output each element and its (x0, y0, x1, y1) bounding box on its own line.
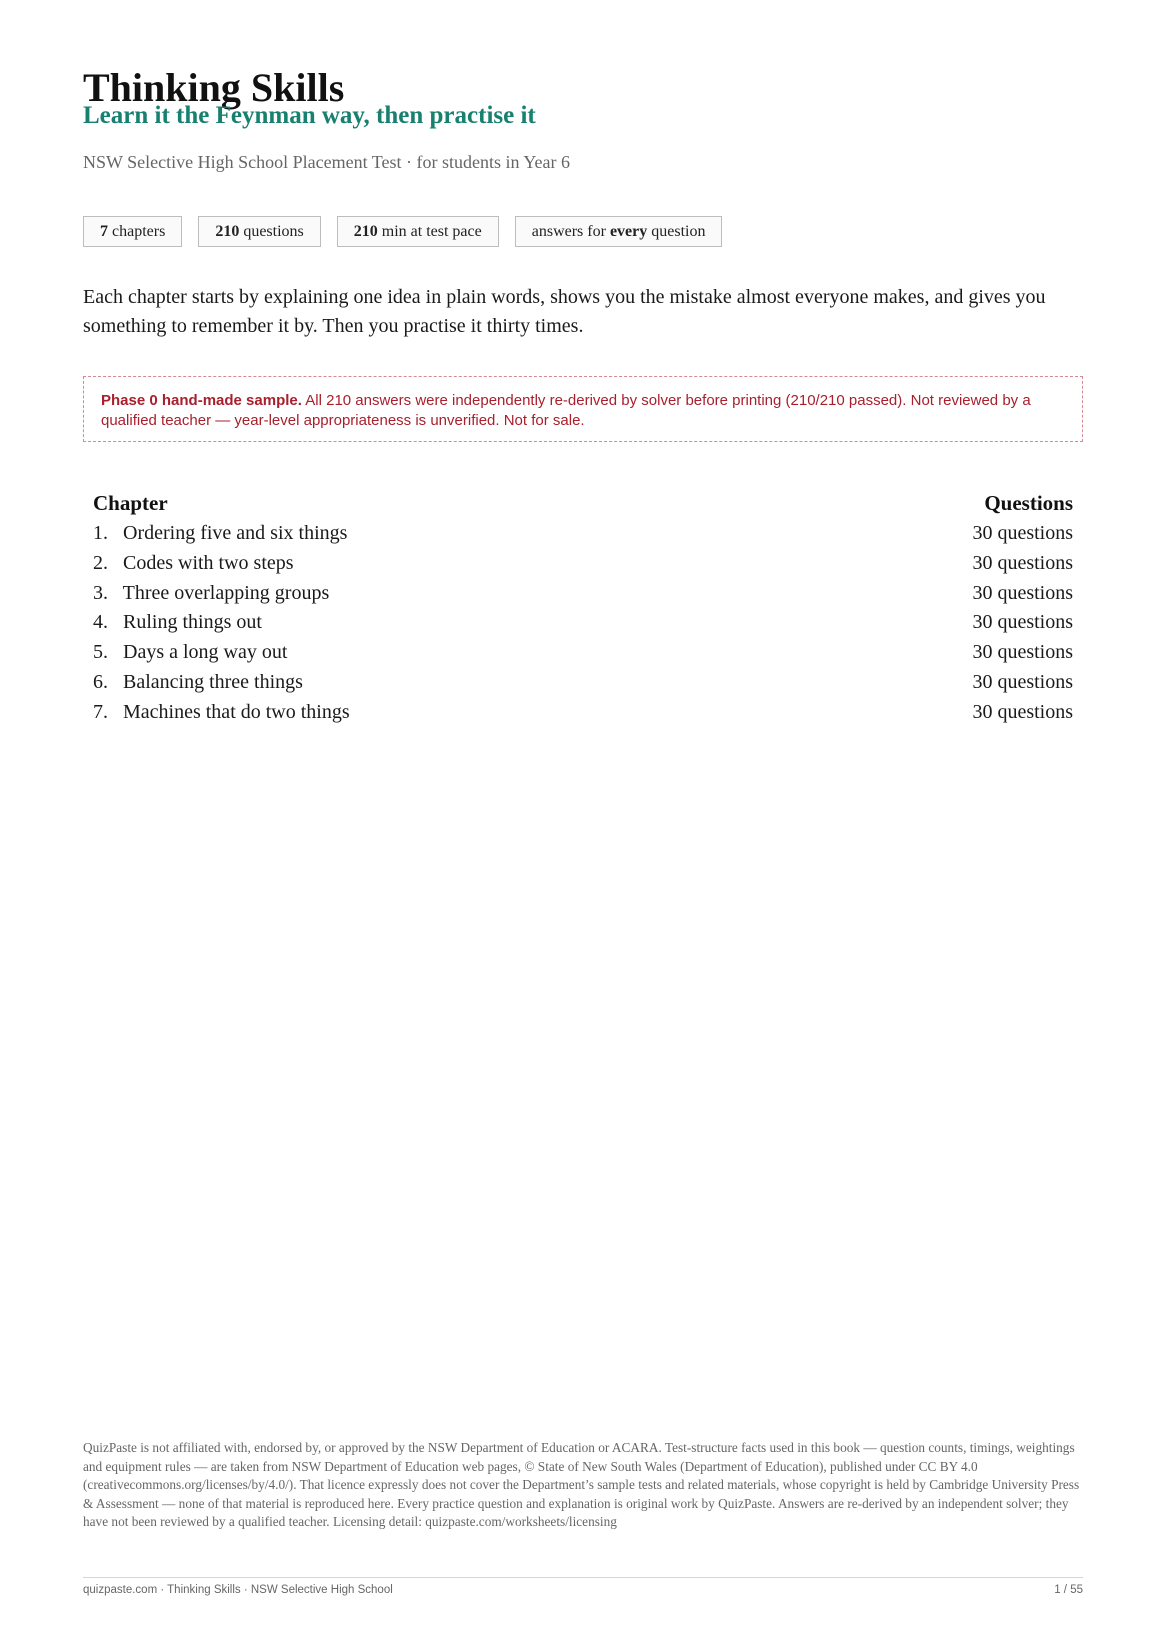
chip-chapters-label: chapters (108, 223, 166, 240)
chip-questions (198, 216, 320, 247)
chapter-title: Three overlapping groups (122, 581, 330, 604)
chapter-number: 4. (93, 611, 108, 634)
sample-notice (83, 376, 1083, 442)
page-subtitle: Learn it the Feynman way, then practise it (83, 102, 536, 129)
chapter-title: Balancing three things (123, 670, 303, 693)
column-header-questions: Questions (984, 491, 1073, 515)
question-count: 30 questions (972, 551, 1073, 574)
chip-answers-label: question (647, 223, 706, 240)
chip-chapters (83, 216, 182, 247)
question-count: 30 questions (972, 611, 1073, 634)
chapter-number: 7. (93, 700, 108, 723)
chapter-title: Codes with two steps (123, 551, 294, 574)
chapter-number: 1. (93, 522, 108, 544)
page-footer (83, 1582, 1083, 1598)
chapter-table (93, 488, 1073, 728)
chapter-cell (93, 608, 262, 638)
page-title: Thinking Skills (83, 65, 345, 110)
chapter-cell (93, 668, 303, 698)
chapter-cell (93, 549, 294, 579)
chip-time-label: min at test pace (377, 223, 482, 240)
chapter-cell (93, 638, 287, 668)
chip-chapters-count: 7 (100, 223, 108, 240)
chapter-title: Days a long way out (123, 641, 288, 664)
footer-source: quizpaste.com · Thinking Skills · NSW Selective High School (83, 1584, 393, 1596)
column-header-chapter: Chapter (93, 491, 168, 515)
chapter-number: 2. (93, 551, 108, 574)
document-page (83, 0, 1083, 1638)
chapter-number: 6. (93, 670, 108, 693)
chapter-cell (93, 698, 350, 728)
chip-answers-prefix: answers for (531, 223, 610, 240)
chapter-title: Ordering five and six things (123, 522, 348, 544)
chip-time-minutes: 210 (353, 223, 378, 240)
summary-chips (83, 216, 722, 247)
chapter-row (93, 638, 1073, 668)
chapter-cell (93, 519, 347, 549)
chapter-row (93, 698, 1073, 728)
page-number: 1 / 55 (1054, 1584, 1083, 1596)
chip-questions-count: 210 (215, 223, 240, 240)
chip-questions-label: questions (239, 223, 304, 240)
intro-paragraph: Each chapter starts by explaining one idea in plain words, shows you the mistake almost everyone makes, and gives you something to remember it by. Then you practise it thirty times. (83, 286, 1046, 337)
chapter-number: 5. (93, 641, 108, 664)
page-tagline: NSW Selective High School Placement Test · for students in Year 6 (83, 152, 571, 172)
chapter-row (93, 519, 1073, 549)
question-count: 30 questions (972, 581, 1073, 604)
notice-heading: Phase 0 hand-made sample. (101, 392, 302, 409)
chapter-number: 3. (93, 581, 108, 604)
chapter-row (93, 668, 1073, 698)
legal-disclaimer: QuizPaste is not affiliated with, endorsed by, or approved by the NSW Department of Education or ACARA. Test-structure facts used in this book — question counts, timings, weightings and equipment rules — are taken from NSW Department of Education web pages, © State of New South Wales (Department of Education), published under CC BY 4.0 (creativecommons.org/licenses/by/4.0/). That licence expressly does not cover the Department’s sample tests and related materials, whose copyright is held by Cambridge University Press & Assessment — none of that material is reproduced here. Every practice question and explanation is original work by QuizPaste. Answers are re-derived by an independent solver; they have not been reviewed by a qualified teacher. Licensing detail: quizpaste.com/worksheets/licensing (83, 1440, 1080, 1530)
chapter-title: Machines that do two things (123, 700, 350, 723)
question-count: 30 questions (972, 641, 1073, 664)
chapter-cell (93, 579, 329, 609)
notice-text: All 210 answers were independently re-derived by solver before printing (210/210 passed). Not reviewed by a qualified teacher — year-level appropriateness is unverified. Not for sale. (101, 392, 1031, 429)
question-count: 30 questions (972, 670, 1073, 693)
footer-divider (83, 1577, 1083, 1578)
chip-answers (515, 216, 723, 247)
chapter-row (93, 608, 1073, 638)
chip-time (337, 216, 499, 247)
chapter-row (93, 579, 1073, 609)
chapter-title: Ruling things out (123, 611, 262, 634)
chapter-table-header (93, 488, 1073, 519)
question-count: 30 questions (972, 522, 1073, 544)
chip-answers-emphasis: every (609, 223, 648, 240)
question-count: 30 questions (972, 700, 1073, 723)
chapter-row (93, 549, 1073, 579)
